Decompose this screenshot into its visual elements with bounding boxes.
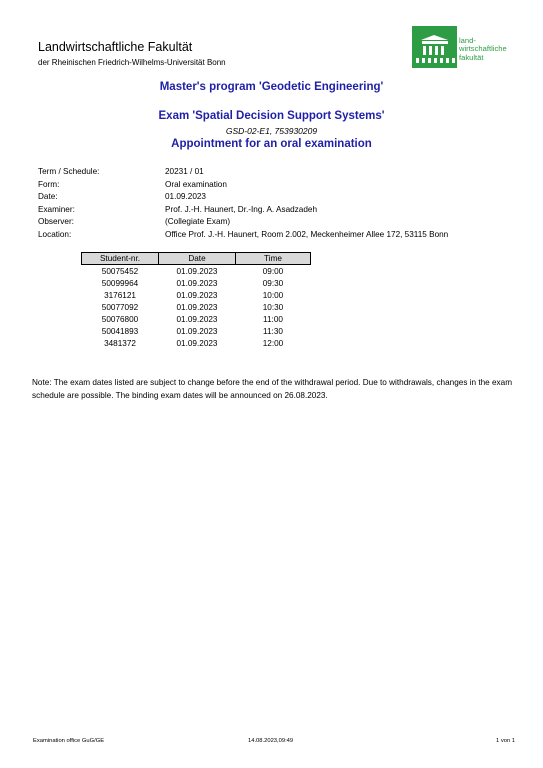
student-nr-cell: 50077092 bbox=[101, 302, 139, 312]
time-cell: 09:00 bbox=[262, 266, 284, 276]
schedule-table bbox=[81, 252, 311, 350]
column-header-time: Time bbox=[236, 253, 311, 265]
date-cell: 01.09.2023 bbox=[176, 314, 218, 324]
program-heading: Master's program 'Geodetic Engineering' bbox=[159, 81, 384, 93]
info-value: Oral examination bbox=[165, 179, 227, 189]
date-cell: 01.09.2023 bbox=[176, 278, 218, 288]
student-nr-cell: 3176121 bbox=[104, 290, 136, 300]
info-label: Examiner: bbox=[38, 204, 75, 214]
table-header-row bbox=[82, 253, 311, 265]
table-row bbox=[82, 277, 311, 289]
date-cell: 01.09.2023 bbox=[176, 339, 218, 349]
column-header-student-nr: Student-nr. bbox=[82, 253, 159, 265]
exam-code: GSD-02-E1, 753930209 bbox=[225, 126, 318, 136]
appointment-heading: Appointment for an oral examination bbox=[171, 138, 372, 150]
student-nr-cell: 50076800 bbox=[101, 314, 139, 324]
time-cell: 10:30 bbox=[262, 302, 284, 312]
column-header-date: Date bbox=[159, 253, 236, 265]
table-row bbox=[82, 289, 311, 301]
time-cell: 10:00 bbox=[262, 290, 284, 300]
info-label: Observer: bbox=[38, 217, 74, 226]
time-cell: 11:00 bbox=[263, 314, 283, 324]
time-cell: 12:00 bbox=[262, 339, 284, 349]
info-value: 01.09.2023 bbox=[165, 192, 206, 201]
info-label: Date: bbox=[38, 192, 58, 201]
time-cell: 11:30 bbox=[263, 327, 283, 337]
footer-timestamp: 14.08.2023,09:49 bbox=[248, 738, 294, 744]
student-nr-cell: 50075452 bbox=[101, 266, 139, 276]
table-row bbox=[82, 313, 311, 325]
student-nr-cell: 50041893 bbox=[101, 327, 139, 337]
info-label: Form: bbox=[38, 179, 60, 189]
footer-page-number: 1 von 1 bbox=[495, 738, 515, 744]
student-nr-cell: 3481372 bbox=[104, 339, 136, 349]
student-nr-cell: 50099964 bbox=[101, 278, 139, 288]
logo-text-line: wirtschaftliche bbox=[459, 44, 507, 54]
info-label: Term / Schedule: bbox=[38, 167, 100, 176]
info-label: Location: bbox=[38, 229, 72, 239]
logo-text bbox=[459, 37, 507, 62]
time-cell: 09:30 bbox=[262, 278, 284, 288]
date-cell: 01.09.2023 bbox=[176, 327, 218, 337]
logo-text-line: land- bbox=[459, 36, 476, 45]
date-cell: 01.09.2023 bbox=[176, 290, 218, 300]
schedule-note: Note: The exam dates listed are subject to change before the end of the withdrawal period. Due to withdrawals, changes in the exam schedule are possible. The binding exam dates will be announced on 26.08.2023. bbox=[32, 378, 513, 400]
date-cell: 01.09.2023 bbox=[176, 302, 218, 312]
table-row bbox=[82, 265, 311, 278]
info-value: 20231 / 01 bbox=[165, 167, 204, 176]
table-row bbox=[82, 301, 311, 313]
table-row bbox=[82, 338, 311, 350]
date-cell: 01.09.2023 bbox=[176, 266, 218, 276]
footer-office: Examination office GuG/GE bbox=[33, 738, 105, 744]
exam-heading: Exam 'Spatial Decision Support Systems' bbox=[158, 110, 385, 122]
table-row bbox=[82, 325, 311, 337]
info-value: Office Prof. J.-H. Haunert, Room 2.002, Meckenheimer Allee 172, 53115 Bonn bbox=[165, 229, 449, 239]
logo-text-line: fakultät bbox=[459, 52, 484, 62]
university-name: der Rheinischen Friedrich-Wilhelms-Universität Bonn bbox=[38, 58, 226, 67]
info-value: (Collegiate Exam) bbox=[165, 217, 231, 226]
info-value: Prof. J.-H. Haunert, Dr.-Ing. A. Asadzadeh bbox=[165, 204, 317, 214]
faculty-title: Landwirtschaftliche Fakultät bbox=[38, 40, 193, 54]
